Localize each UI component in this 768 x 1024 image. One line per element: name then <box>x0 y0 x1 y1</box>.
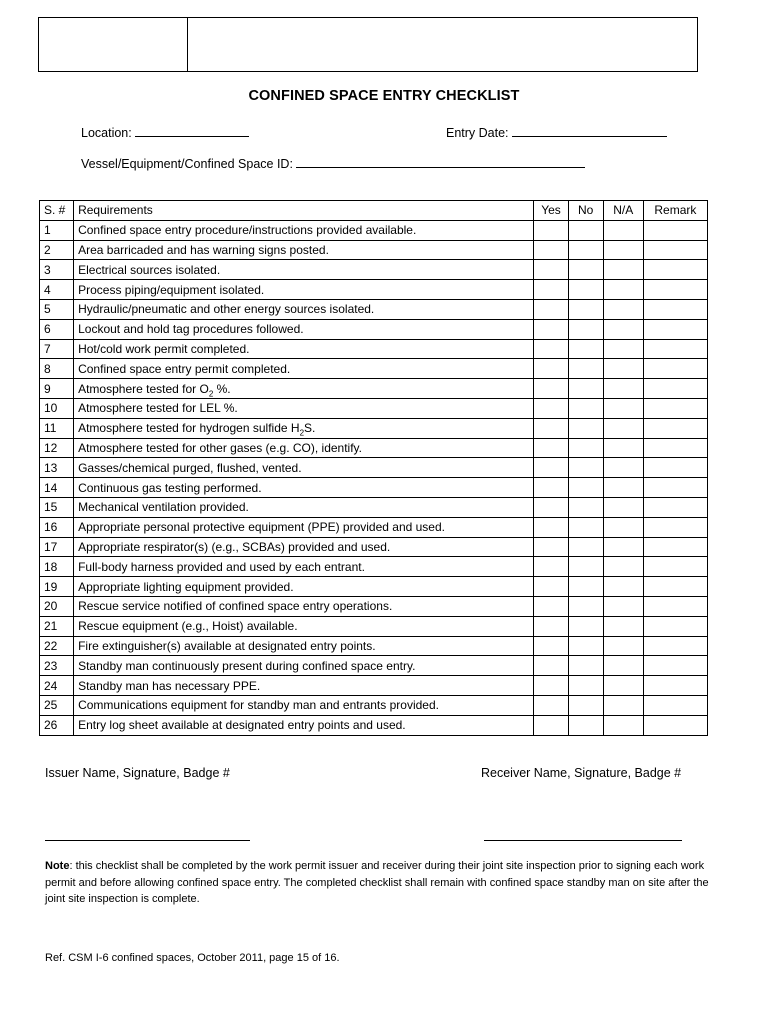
na-cell[interactable] <box>603 398 643 418</box>
no-cell[interactable] <box>568 299 603 319</box>
requirement-text: Appropriate lighting equipment provided. <box>78 579 294 594</box>
table-row <box>40 379 708 399</box>
table-row <box>40 557 708 577</box>
na-cell[interactable] <box>603 616 643 636</box>
yes-cell[interactable] <box>534 260 568 280</box>
remark-cell[interactable] <box>643 656 707 676</box>
table-row <box>40 577 708 597</box>
issuer-signature-label: Issuer Name, Signature, Badge # <box>45 766 230 780</box>
row-requirement <box>74 616 534 636</box>
na-cell[interactable] <box>603 379 643 399</box>
yes-cell[interactable] <box>534 299 568 319</box>
row-number: 10 <box>40 398 74 418</box>
table-row <box>40 339 708 359</box>
row-number: 12 <box>40 438 74 458</box>
row-number: 19 <box>40 577 74 597</box>
table-row <box>40 319 708 339</box>
requirement-text: Area barricaded and has warning signs posted. <box>78 242 329 257</box>
no-cell[interactable] <box>568 280 603 300</box>
table-row <box>40 636 708 656</box>
requirement-text: Atmosphere tested for LEL %. <box>78 401 238 416</box>
table-row <box>40 220 708 240</box>
yes-cell[interactable] <box>534 478 568 498</box>
requirement-text: Confined space entry procedure/instructions provided available. <box>78 223 417 238</box>
na-cell[interactable] <box>603 537 643 557</box>
na-cell[interactable] <box>603 656 643 676</box>
row-number: 3 <box>40 260 74 280</box>
row-number: 17 <box>40 537 74 557</box>
requirement-text: Atmosphere tested for O <box>78 381 209 396</box>
yes-cell[interactable] <box>534 557 568 577</box>
vessel-id-label: Vessel/Equipment/Confined Space ID: <box>81 157 293 171</box>
row-number: 22 <box>40 636 74 656</box>
na-cell[interactable] <box>603 458 643 478</box>
row-number: 5 <box>40 299 74 319</box>
remark-cell[interactable] <box>643 497 707 517</box>
row-number: 11 <box>40 418 74 438</box>
entry-date-field <box>446 125 667 140</box>
row-number: 24 <box>40 676 74 696</box>
requirement-text: Standby man has necessary PPE. <box>78 678 261 693</box>
remark-cell[interactable] <box>643 379 707 399</box>
requirement-text: Process piping/equipment isolated. <box>78 282 265 297</box>
header-remark: Remark <box>643 201 707 221</box>
no-cell[interactable] <box>568 379 603 399</box>
no-cell[interactable] <box>568 715 603 735</box>
row-number: 23 <box>40 656 74 676</box>
row-requirement <box>74 596 534 616</box>
row-number: 16 <box>40 517 74 537</box>
header-no: No <box>568 201 603 221</box>
no-cell[interactable] <box>568 656 603 676</box>
requirement-text-suffix: %. <box>213 381 231 396</box>
row-number: 21 <box>40 616 74 636</box>
requirement-subscript: 2 <box>299 428 305 438</box>
remark-cell[interactable] <box>643 319 707 339</box>
remark-cell[interactable] <box>643 517 707 537</box>
remark-cell[interactable] <box>643 616 707 636</box>
yes-cell[interactable] <box>534 240 568 260</box>
row-number: 14 <box>40 478 74 498</box>
row-requirement <box>74 636 534 656</box>
receiver-signature-label: Receiver Name, Signature, Badge # <box>481 766 682 780</box>
row-number: 7 <box>40 339 74 359</box>
reference-footer: Ref. CSM I-6 confined spaces, October 2011, page 15 of 16. <box>45 952 340 964</box>
no-cell[interactable] <box>568 418 603 438</box>
row-requirement <box>74 458 534 478</box>
remark-cell[interactable] <box>643 339 707 359</box>
remark-cell[interactable] <box>643 438 707 458</box>
no-cell[interactable] <box>568 240 603 260</box>
table-header-row <box>40 201 708 221</box>
row-requirement <box>74 418 534 438</box>
table-row <box>40 438 708 458</box>
location-label: Location: <box>81 126 132 140</box>
yes-cell[interactable] <box>534 458 568 478</box>
row-requirement <box>74 379 534 399</box>
row-requirement <box>74 319 534 339</box>
no-cell[interactable] <box>568 497 603 517</box>
row-requirement <box>74 478 534 498</box>
row-number: 1 <box>40 220 74 240</box>
no-cell[interactable] <box>568 676 603 696</box>
na-cell[interactable] <box>603 596 643 616</box>
row-number: 8 <box>40 359 74 379</box>
na-cell[interactable] <box>603 339 643 359</box>
remark-cell[interactable] <box>643 557 707 577</box>
header-box-divider <box>187 18 188 71</box>
yes-cell[interactable] <box>534 339 568 359</box>
remark-cell[interactable] <box>643 596 707 616</box>
requirement-text-suffix: S. <box>304 421 316 436</box>
no-cell[interactable] <box>568 557 603 577</box>
checklist-table <box>39 200 708 736</box>
table-row <box>40 656 708 676</box>
requirement-text: Full-body harness provided and used by each entrant. <box>78 559 365 574</box>
yes-cell[interactable] <box>534 616 568 636</box>
remark-cell[interactable] <box>643 240 707 260</box>
yes-cell[interactable] <box>534 398 568 418</box>
header-sn: S. # <box>40 201 74 221</box>
na-cell[interactable] <box>603 359 643 379</box>
row-requirement <box>74 280 534 300</box>
row-requirement <box>74 715 534 735</box>
yes-cell[interactable] <box>534 517 568 537</box>
requirement-text: Rescue service notified of confined space entry operations. <box>78 599 393 614</box>
na-cell[interactable] <box>603 557 643 577</box>
no-cell[interactable] <box>568 695 603 715</box>
table-row <box>40 676 708 696</box>
row-number: 25 <box>40 695 74 715</box>
row-requirement <box>74 359 534 379</box>
row-requirement <box>74 240 534 260</box>
row-requirement <box>74 299 534 319</box>
row-number: 9 <box>40 379 74 399</box>
row-number: 4 <box>40 280 74 300</box>
row-requirement <box>74 339 534 359</box>
na-cell[interactable] <box>603 319 643 339</box>
row-number: 15 <box>40 497 74 517</box>
na-cell[interactable] <box>603 715 643 735</box>
table-row <box>40 240 708 260</box>
yes-cell[interactable] <box>534 596 568 616</box>
table-row <box>40 299 708 319</box>
requirement-text: Atmosphere tested for other gases (e.g. CO), identify. <box>78 440 363 455</box>
row-requirement <box>74 260 534 280</box>
no-cell[interactable] <box>568 220 603 240</box>
row-number: 26 <box>40 715 74 735</box>
vessel-id-blank[interactable] <box>296 156 585 168</box>
na-cell[interactable] <box>603 418 643 438</box>
table-row <box>40 517 708 537</box>
yes-cell[interactable] <box>534 418 568 438</box>
na-cell[interactable] <box>603 577 643 597</box>
yes-cell[interactable] <box>534 695 568 715</box>
remark-cell[interactable] <box>643 260 707 280</box>
row-number: 18 <box>40 557 74 577</box>
yes-cell[interactable] <box>534 676 568 696</box>
row-requirement <box>74 497 534 517</box>
remark-cell[interactable] <box>643 418 707 438</box>
yes-cell[interactable] <box>534 656 568 676</box>
row-number: 13 <box>40 458 74 478</box>
requirement-text: Hot/cold work permit completed. <box>78 341 250 356</box>
remark-cell[interactable] <box>643 398 707 418</box>
yes-cell[interactable] <box>534 280 568 300</box>
no-cell[interactable] <box>568 596 603 616</box>
na-cell[interactable] <box>603 478 643 498</box>
row-requirement <box>74 676 534 696</box>
requirement-text: Communications equipment for standby man and entrants provided. <box>78 698 439 713</box>
remark-cell[interactable] <box>643 695 707 715</box>
header-na: N/A <box>603 201 643 221</box>
requirement-text: Lockout and hold tag procedures followed. <box>78 322 304 337</box>
requirement-text: Fire extinguisher(s) available at designated entry points. <box>78 638 376 653</box>
remark-cell[interactable] <box>643 577 707 597</box>
na-cell[interactable] <box>603 676 643 696</box>
remark-cell[interactable] <box>643 220 707 240</box>
note-paragraph <box>45 858 715 908</box>
table-row <box>40 596 708 616</box>
row-requirement <box>74 695 534 715</box>
entry-date-label: Entry Date: <box>446 126 509 140</box>
yes-cell[interactable] <box>534 319 568 339</box>
table-row <box>40 616 708 636</box>
table-row <box>40 418 708 438</box>
no-cell[interactable] <box>568 636 603 656</box>
no-cell[interactable] <box>568 398 603 418</box>
requirement-text: Confined space entry permit completed. <box>78 361 291 376</box>
requirement-text: Rescue equipment (e.g., Hoist) available. <box>78 619 298 634</box>
requirement-text: Continuous gas testing performed. <box>78 480 262 495</box>
no-cell[interactable] <box>568 517 603 537</box>
yes-cell[interactable] <box>534 715 568 735</box>
na-cell[interactable] <box>603 497 643 517</box>
remark-cell[interactable] <box>643 676 707 696</box>
requirement-text: Hydraulic/pneumatic and other energy sources isolated. <box>78 302 375 317</box>
requirement-subscript: 2 <box>208 388 214 398</box>
location-field <box>81 125 249 140</box>
na-cell[interactable] <box>603 299 643 319</box>
row-number: 2 <box>40 240 74 260</box>
table-row <box>40 497 708 517</box>
table-row <box>40 695 708 715</box>
no-cell[interactable] <box>568 438 603 458</box>
note-label: Note <box>45 860 70 872</box>
na-cell[interactable] <box>603 636 643 656</box>
vessel-id-field <box>81 156 585 171</box>
na-cell[interactable] <box>603 240 643 260</box>
table-row <box>40 260 708 280</box>
row-requirement <box>74 537 534 557</box>
remark-cell[interactable] <box>643 478 707 498</box>
table-row <box>40 359 708 379</box>
yes-cell[interactable] <box>534 379 568 399</box>
remark-cell[interactable] <box>643 715 707 735</box>
issuer-signature-line[interactable] <box>45 840 250 841</box>
note-text: : this checklist shall be completed by the work permit issuer and receiver during their joint site inspection prior to signing each work permit and before allowing confined space entry. The completed checklist shall remain with confined space standby man on site after the joint site inspection is complete. <box>45 860 709 905</box>
no-cell[interactable] <box>568 319 603 339</box>
requirement-text: Entry log sheet available at designated entry points and used. <box>78 718 406 733</box>
na-cell[interactable] <box>603 280 643 300</box>
no-cell[interactable] <box>568 339 603 359</box>
header-requirements: Requirements <box>74 201 534 221</box>
receiver-signature-line[interactable] <box>484 840 682 841</box>
no-cell[interactable] <box>568 359 603 379</box>
remark-cell[interactable] <box>643 537 707 557</box>
entry-date-blank[interactable] <box>512 125 667 137</box>
row-number: 6 <box>40 319 74 339</box>
requirement-text: Gasses/chemical purged, flushed, vented. <box>78 460 302 475</box>
table-row <box>40 478 708 498</box>
no-cell[interactable] <box>568 478 603 498</box>
yes-cell[interactable] <box>534 359 568 379</box>
row-requirement <box>74 557 534 577</box>
na-cell[interactable] <box>603 438 643 458</box>
remark-cell[interactable] <box>643 359 707 379</box>
no-cell[interactable] <box>568 260 603 280</box>
remark-cell[interactable] <box>643 280 707 300</box>
remark-cell[interactable] <box>643 636 707 656</box>
na-cell[interactable] <box>603 260 643 280</box>
requirement-text: Atmosphere tested for hydrogen sulfide H <box>78 421 300 436</box>
row-requirement <box>74 517 534 537</box>
remark-cell[interactable] <box>643 458 707 478</box>
yes-cell[interactable] <box>534 220 568 240</box>
table-row <box>40 537 708 557</box>
na-cell[interactable] <box>603 695 643 715</box>
row-number: 20 <box>40 596 74 616</box>
na-cell[interactable] <box>603 220 643 240</box>
row-requirement <box>74 398 534 418</box>
no-cell[interactable] <box>568 537 603 557</box>
table-row <box>40 398 708 418</box>
header-box <box>38 17 698 72</box>
requirement-text: Electrical sources isolated. <box>78 262 221 277</box>
table-row <box>40 715 708 735</box>
requirement-text: Standby man continuously present during confined space entry. <box>78 658 416 673</box>
yes-cell[interactable] <box>534 497 568 517</box>
table-row <box>40 280 708 300</box>
location-blank[interactable] <box>135 125 249 137</box>
row-requirement <box>74 220 534 240</box>
header-yes: Yes <box>534 201 568 221</box>
na-cell[interactable] <box>603 517 643 537</box>
remark-cell[interactable] <box>643 299 707 319</box>
row-requirement <box>74 577 534 597</box>
row-requirement <box>74 656 534 676</box>
requirement-text: Mechanical ventilation provided. <box>78 500 249 515</box>
requirement-text: Appropriate respirator(s) (e.g., SCBAs) provided and used. <box>78 539 391 554</box>
yes-cell[interactable] <box>534 537 568 557</box>
page-title: CONFINED SPACE ENTRY CHECKLIST <box>248 88 520 104</box>
no-cell[interactable] <box>568 577 603 597</box>
no-cell[interactable] <box>568 458 603 478</box>
no-cell[interactable] <box>568 616 603 636</box>
requirement-text: Appropriate personal protective equipment (PPE) provided and used. <box>78 520 445 535</box>
row-requirement <box>74 438 534 458</box>
table-row <box>40 458 708 478</box>
yes-cell[interactable] <box>534 438 568 458</box>
yes-cell[interactable] <box>534 577 568 597</box>
yes-cell[interactable] <box>534 636 568 656</box>
